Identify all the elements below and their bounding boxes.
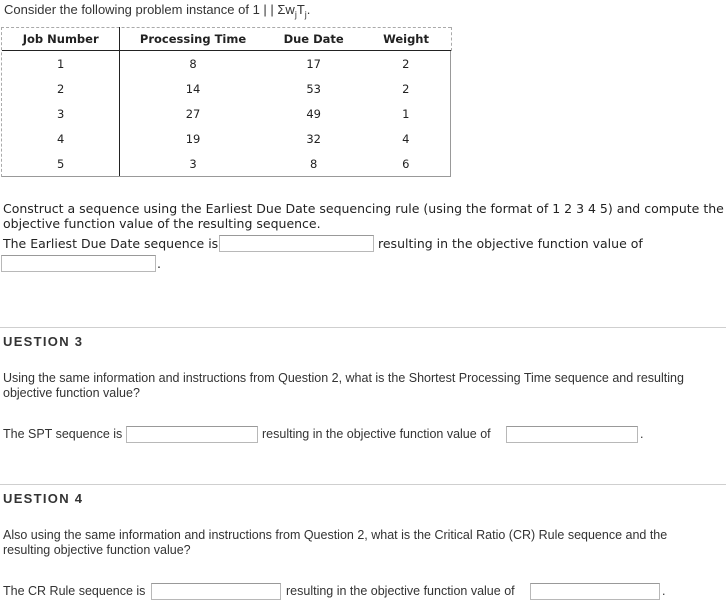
edd-sequence-input[interactable] xyxy=(219,235,374,252)
cell-job: 3 xyxy=(2,101,120,126)
cell-processing-time: 27 xyxy=(185,106,201,121)
cell-job: 2 xyxy=(2,76,120,101)
cell-due-date: 53 xyxy=(306,81,321,96)
q4-text-line2: resulting objective function value? xyxy=(3,543,191,557)
edd-period: . xyxy=(157,256,161,271)
cell-job: 5 xyxy=(2,151,120,177)
cell-processing-time: 3 xyxy=(120,151,266,177)
cr-period: . xyxy=(662,584,666,598)
problem-intro: Consider the following problem instance of 1 | | $\Sigma w_jT_j$. xyxy=(4,2,311,20)
cell-weight: 2 xyxy=(362,51,451,77)
section-divider xyxy=(0,327,726,328)
cr-objective-label: resulting in the objective function value of xyxy=(286,584,515,598)
cell-weight: 6 xyxy=(362,151,451,177)
spt-objective-label: resulting in the objective function value of xyxy=(262,427,491,441)
header-weight: Weight xyxy=(362,27,451,51)
cell-job: 4 xyxy=(2,126,120,151)
table-row xyxy=(2,51,451,77)
spt-period: . xyxy=(640,427,644,441)
cr-sequence-label: The CR Rule sequence is xyxy=(3,584,146,598)
table-row xyxy=(2,76,451,101)
job-table xyxy=(2,27,451,177)
q2-instruction-line1: Construct a sequence using the Earliest Due Date sequencing rule (using the format of 1 2 3 4 5) and compute the xyxy=(3,201,724,216)
spt-sequence-label: The SPT sequence is xyxy=(3,427,123,441)
cell-due-date: 17 xyxy=(306,56,321,71)
cell-due-date: 8 xyxy=(266,151,362,177)
q3-text-line2: objective function value? xyxy=(3,386,140,400)
q4-text-line1: Also using the same information and instructions from Question 2, what is the Critical Ratio (CR) Rule sequence and the xyxy=(3,528,668,542)
section-divider xyxy=(0,484,726,485)
table-row xyxy=(2,126,451,151)
spt-objective-input[interactable] xyxy=(506,426,638,443)
cell-processing-time: 19 xyxy=(185,131,201,146)
cell-weight: 1 xyxy=(362,101,451,126)
cr-sequence-input[interactable] xyxy=(151,583,281,600)
header-job-number: Job Number xyxy=(2,27,120,51)
table-row xyxy=(2,151,451,177)
header-processing-time: Processing Time xyxy=(120,27,266,51)
cell-processing-time: 8 xyxy=(189,56,197,71)
question-3-title: UESTION 3 xyxy=(3,334,84,349)
q3-text-line1: Using the same information and instructions from Question 2, what is the Shortest Processing Time sequence and resulting xyxy=(3,371,684,385)
cell-due-date: 49 xyxy=(306,106,321,121)
table-row xyxy=(2,101,451,126)
cell-processing-time: 14 xyxy=(185,81,201,96)
header-due-date: Due Date xyxy=(266,27,362,51)
q2-instruction-line2: objective function value of the resulting sequence. xyxy=(3,216,321,231)
table-border-right xyxy=(451,27,452,51)
edd-objective-label: resulting in the objective function value of xyxy=(378,236,643,251)
edd-objective-input[interactable] xyxy=(1,255,156,272)
cell-weight: 4 xyxy=(362,126,451,151)
cell-job: 1 xyxy=(2,51,120,77)
cr-objective-input[interactable] xyxy=(530,583,660,600)
spt-sequence-input[interactable] xyxy=(126,426,258,443)
cell-due-date: 32 xyxy=(306,131,321,146)
edd-sequence-label: The Earliest Due Date sequence is xyxy=(3,236,219,251)
cell-weight: 2 xyxy=(362,76,451,101)
table-header-row xyxy=(2,27,451,51)
question-4-title: UESTION 4 xyxy=(3,491,84,506)
